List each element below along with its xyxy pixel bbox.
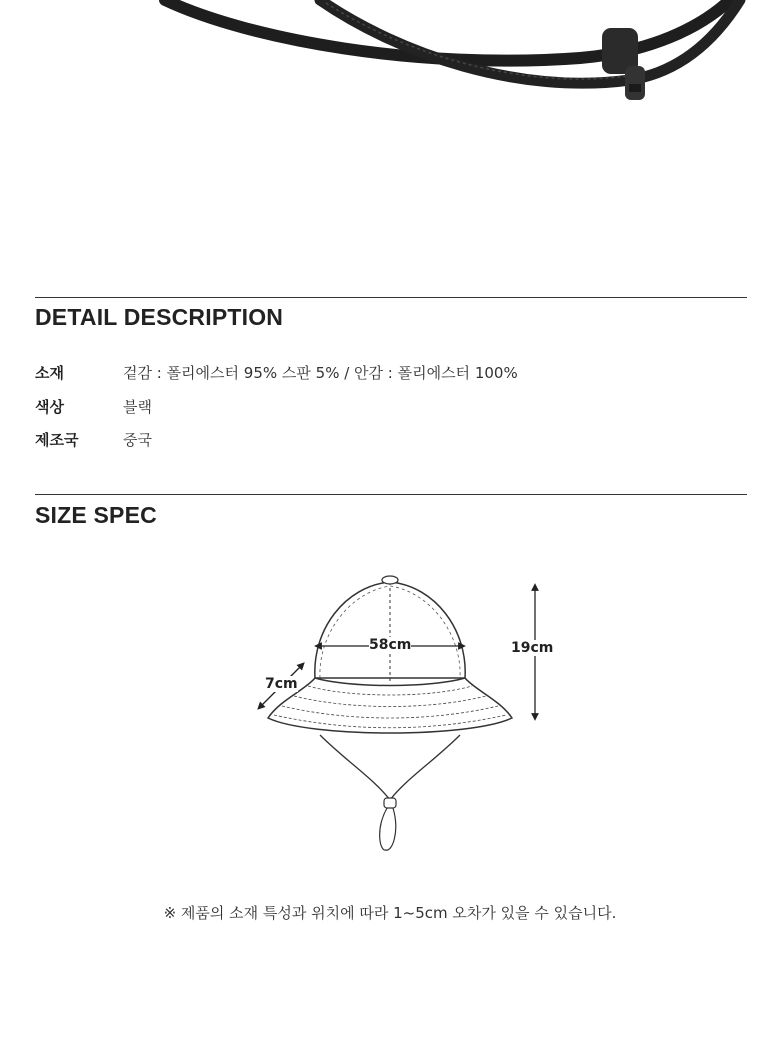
detail-key: 색상 — [35, 397, 64, 416]
detail-value: 블랙 — [123, 397, 152, 416]
cord-stopper-icon — [602, 28, 645, 100]
brim-label: 7cm — [265, 676, 298, 692]
section-divider — [35, 297, 747, 298]
section-divider — [35, 494, 747, 495]
detail-value: 중국 — [123, 430, 152, 449]
product-photo-strap — [0, 0, 780, 140]
circumference-label: 58cm — [369, 637, 412, 653]
size-tolerance-note: ※ 제품의 소재 특성과 위치에 따라 1~5cm 오차가 있을 수 있습니다. — [163, 904, 617, 922]
detail-key: 제조국 — [35, 430, 79, 449]
detail-key: 소재 — [35, 363, 64, 382]
height-label: 19cm — [511, 640, 554, 656]
detail-row-origin — [35, 428, 152, 450]
size-section-title: SIZE SPEC — [35, 502, 157, 528]
detail-row-material — [35, 361, 518, 383]
bucket-hat-diagram — [250, 570, 560, 860]
detail-section-title: DETAIL DESCRIPTION — [35, 304, 284, 330]
detail-row-color — [35, 395, 152, 417]
detail-value: 겉감 : 폴리에스터 95% 스판 5% / 안감 : 폴리에스터 100% — [123, 363, 518, 382]
